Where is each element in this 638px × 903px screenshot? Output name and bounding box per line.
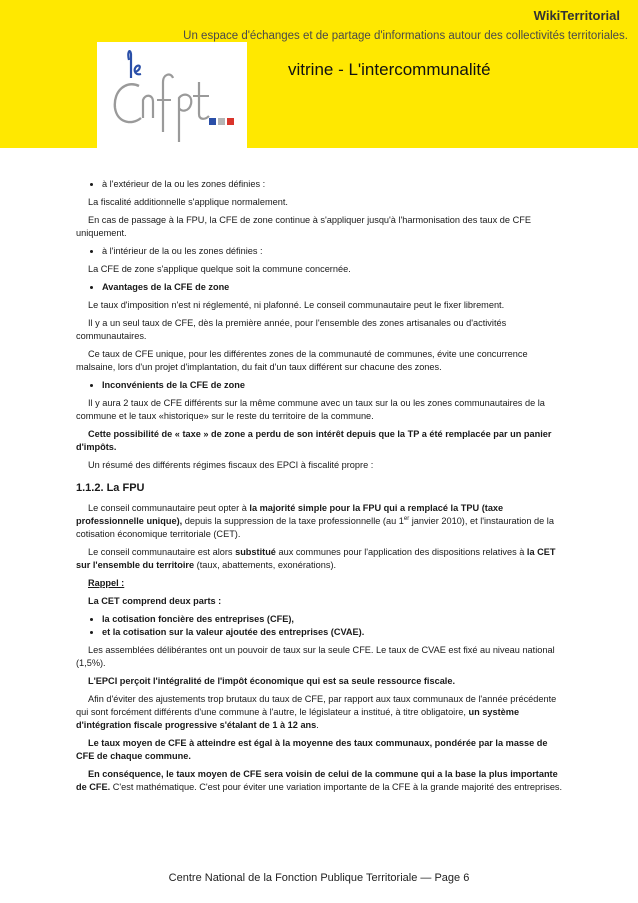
article-body [76,178,564,799]
paragraph: La CFE de zone s'applique quelque soit la commune concernée. [88,264,351,274]
paragraph-bold: Cette possibilité de « taxe » de zone a perdu de son intérêt depuis que la TP a été remplacée par un panier d'impôts. [76,429,552,452]
rappel-label [76,577,564,590]
paragraph [76,502,564,541]
bullet-list [76,379,564,392]
text-run: depuis la suppression de la taxe professionnelle (au 1 [182,516,404,526]
page-footer: Centre National de la Fonction Publique Territoriale — Page 6 [168,872,470,884]
text-run: Afin d'éviter des ajustements trop brutaux du taux de CFE, par rapport aux taux communaux de l'année précédente qui sont forcément différents d'une commune à l'autre, le législateur a institué, à titre obligatoire, [76,694,557,717]
paragraph: Le taux d'imposition n'est ni réglementé, ni plafonné. Le conseil communautaire peut le fixer librement. [88,300,505,310]
bullet-list [76,245,564,258]
paragraph: La fiscalité additionnelle s'applique normalement. [88,197,288,207]
header-band [0,0,638,148]
site-title[interactable]: WikiTerritorial [533,8,620,23]
paragraph: En cas de passage à la FPU, la CFE de zone continue à s'appliquer jusqu'à l'harmonisation des taux de CFE uniquement. [76,215,531,238]
text-run: C'est mathématique. C'est pour éviter une variation importante de la CFE à la grande majorité des entreprises. [110,782,563,792]
superscript: er [403,515,410,522]
text-run-bold: un système d'intégration fiscale progressive s'étalant de 1 à 12 ans [76,707,520,730]
bullet-list [76,178,564,191]
section-heading: 1.1.2. La FPU [76,482,145,494]
paragraph: Les assemblées délibérantes ont un pouvoir de taux sur la seule CFE. Le taux de CVAE est fixé au niveau national (1,5%). [76,645,555,668]
list-item-drawbacks: • Inconvénients de la CFE de zone [102,379,564,392]
paragraph [76,693,564,732]
list-item-advantages: • Avantages de la CFE de zone [102,281,564,294]
list-item: • la cotisation foncière des entreprises (CFE), [102,613,564,626]
text-run: Le conseil communautaire peut opter à [88,503,250,513]
text-run-bold: substitué [235,547,276,557]
paragraph-bold: L'EPCI perçoit l'intégralité de l'impôt économique qui est sa seule ressource fiscale. [88,676,456,686]
paragraph: Un résumé des différents régimes fiscaux des EPCI à fiscalité propre : [88,460,374,470]
bullet-list [76,613,564,639]
paragraph: Il y aura 2 taux de CFE différents sur la même commune avec un taux sur la ou les zones communautaires de la commune et le taux «historique» sur le reste du territoire de la commune. [76,398,545,421]
text-run-bold: En conséquence, le taux moyen de CFE sera voisin de celui de la commune qui a la base la plus importante de CFE. [76,769,558,792]
cnfpt-logo-icon [97,42,247,148]
text-run-bold: la CET sur l'ensemble du territoire [76,547,556,570]
list-item: • et la cotisation sur la valeur ajoutée des entreprises (CVAE). [102,626,564,639]
site-subtitle: Un espace d'échanges et de partage d'informations autour des collectivités territoriales. [183,30,628,42]
text-run: janvier 2010), et l'instauration de la cotisation économique territoriale (CET). [76,516,554,539]
paragraph: Ce taux de CFE unique, pour les différentes zones de la communauté de communes, évite une concurrence malsaine, lors d'un projet d'implantation, du fait d'un taux différent sur chacune des zones. [76,349,528,372]
page-title: vitrine - L'intercommunalité [288,60,491,79]
logo[interactable] [97,42,247,148]
cet-title: La CET comprend deux parts : [88,596,222,606]
list-item: • à l'extérieur de la ou les zones définies : [102,178,564,191]
bullet-list [76,281,564,294]
text-run: (taux, abattements, exonérations). [194,560,337,570]
text-run: . [316,720,319,730]
paragraph [76,768,564,794]
rappel-text: Rappel : [88,578,125,588]
text-run: aux communes pour l'application des dispositions relatives à [275,547,527,557]
paragraph-bold: Le taux moyen de CFE à atteindre est égal à la moyenne des taux communaux, pondérée par la masse de CFE de chaque commune. [76,738,548,761]
paragraph [76,546,564,572]
text-run-bold: la majorité simple pour la FPU qui a remplacé la TPU (taxe professionnelle unique), [76,503,504,526]
text-run: Le conseil communautaire est alors [88,547,236,557]
paragraph: Il y a un seul taux de CFE, dès la première année, pour l'ensemble des zones artisanales ou d'activités communautaires. [76,318,507,341]
list-item: • à l'intérieur de la ou les zones définies : [102,245,564,258]
